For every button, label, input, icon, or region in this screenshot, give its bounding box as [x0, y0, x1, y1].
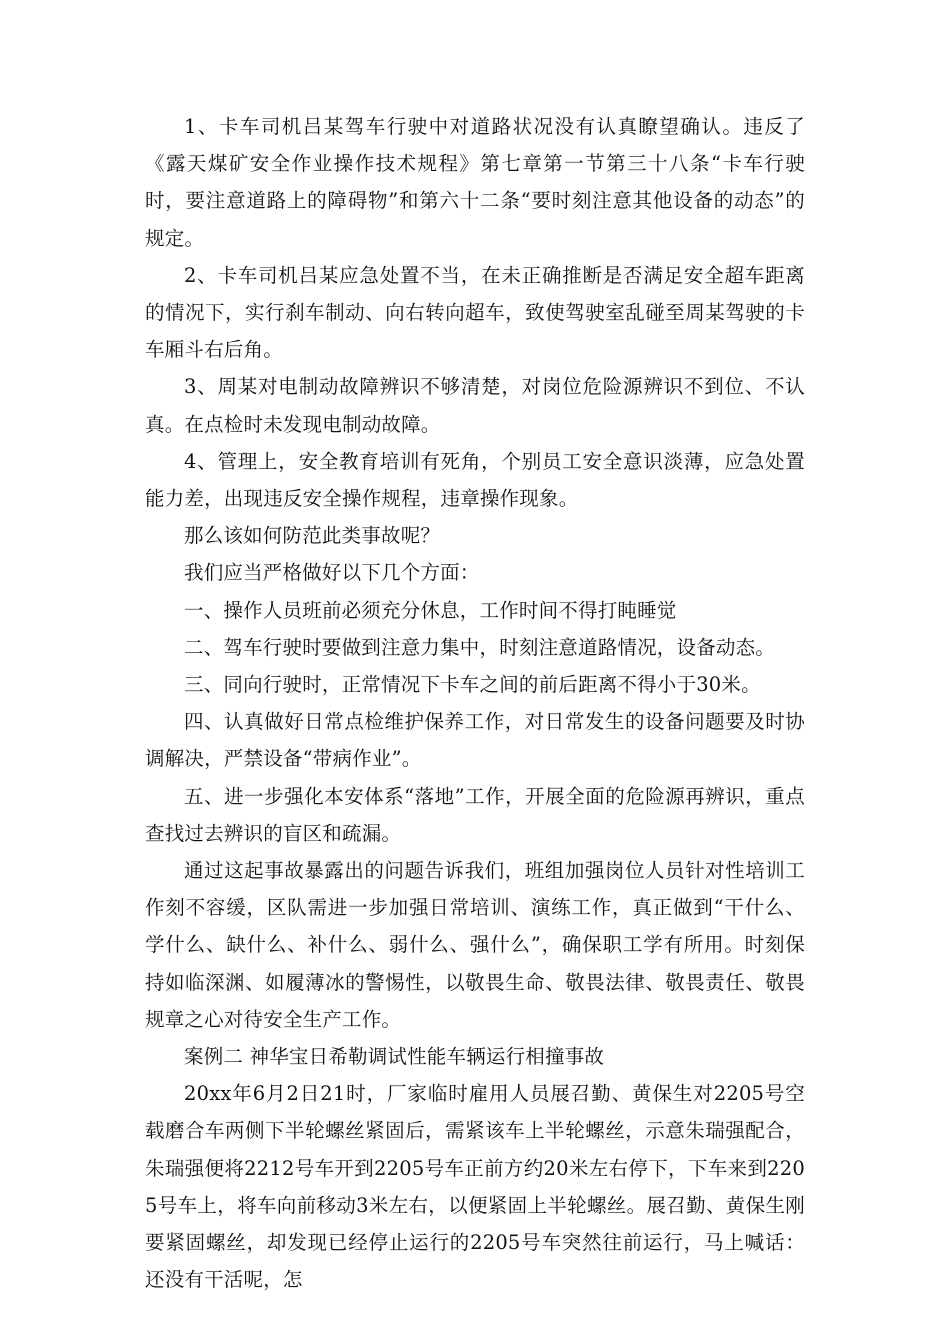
paragraph-question: 那么该如何防范此类事故呢？	[184, 524, 441, 548]
paragraph-cause-1: 1、卡车司机吕某驾车行驶中对道路状况没有认真瞭望确认。违反了《露天煤矿安全作业操作技术规程》第七章第一节第三十八条“卡车行驶时，要注意道路上的障碍物”和第六十二条“要时刻注意其他设备的动态”的规定。	[145, 115, 805, 250]
paragraph-case-two-narrative: 20xx年6月2日21时，厂家临时雇用人员展召勤、黄保生对2205号空载磨合车两侧下半轮螺丝紧固后，需紧该车上半轮螺丝，示意朱瑞强配合，朱瑞强便将2212号车开到2205号车正前方约20米左右停下，下车来到2205号车上，将车向前移动3米左右，以便紧固上半轮螺丝。展召勤、黄保生刚要紧固螺丝，却发现已经停止运行的2205号车突然往前运行，马上喊话：还没有干活呢，怎	[145, 1082, 805, 1292]
paragraph-cause-2: 2、卡车司机吕某应急处置不当，在未正确推断是否满足安全超车距离的情况下，实行刹车制动、向右转向超车，致使驾驶室乱碰至周某驾驶的卡车厢斗右后角。	[145, 263, 805, 362]
paragraph-cause-4: 4、管理上，安全教育培训有死角，个别员工安全意识淡薄，应急处置能力差，出现违反安全操作规程，违章操作现象。	[145, 449, 805, 511]
paragraph-measure-2: 二、驾车行驶时要做到注意力集中，时刻注意道路情况，设备动态。	[184, 635, 776, 659]
paragraph-measure-5: 五、进一步强化本安体系“落地”工作，开展全面的危险源再辨识，重点查找过去辨识的盲区和疏漏。	[145, 784, 805, 845]
paragraph-measure-4: 四、认真做好日常点检维护保养工作，对日常发生的设备问题要及时协调解决，严禁设备“带病作业”。	[145, 710, 805, 771]
paragraph-measures-intro: 我们应当严格做好以下几个方面：	[184, 561, 480, 585]
case-two-heading: 案例二 神华宝日希勒调试性能车辆运行相撞事故	[184, 1045, 605, 1069]
document-body	[145, 108, 805, 1299]
paragraph-measure-3: 三、同向行驶时，正常情况下卡车之间的前后距离不得小于30米。	[184, 673, 761, 697]
paragraph-cause-3: 3、周某对电制动故障辨识不够清楚，对岗位危险源辨识不到位、不认真。在点检时未发现电制动故障。	[145, 375, 805, 436]
paragraph-conclusion: 通过这起事故暴露出的问题告诉我们，班组加强岗位人员针对性培训工作刻不容缓，区队需进一步加强日常培训、演练工作，真正做到“干什么、学什么、缺什么、补什么、弱什么、强什么”，确保职工学有所用。时刻保持如临深渊、如履薄冰的警惕性，以敬畏生命、敬畏法律、敬畏责任、敬畏规章之心对待安全生产工作。	[145, 859, 805, 1031]
paragraph-measure-1: 一、操作人员班前必须充分休息，工作时间不得打盹睡觉	[184, 598, 677, 622]
